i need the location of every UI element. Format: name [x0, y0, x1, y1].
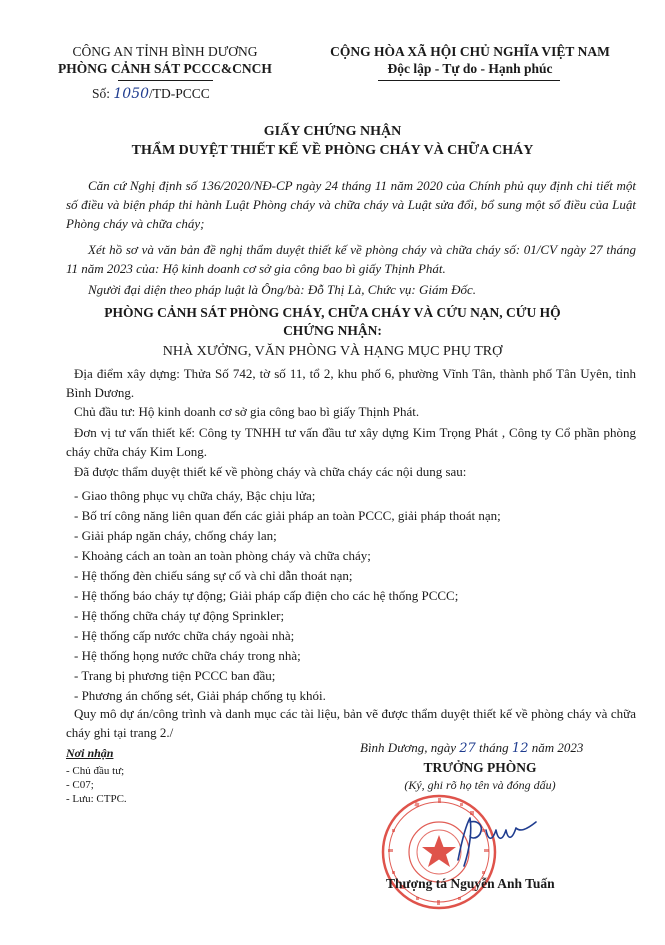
- month-handwritten: 12: [511, 741, 529, 756]
- list-item: - Khoảng cách an toàn an toàn phòng cháy và chữa cháy;: [74, 548, 371, 563]
- signature-note: (Ký, ghi rõ họ tên và đóng dấu): [404, 778, 556, 792]
- list-item: - Phương án chống sét, Giải pháp chống tụ khói.: [74, 688, 326, 703]
- authority-line2: CHỨNG NHẬN:: [283, 323, 382, 338]
- list-item: - Giải pháp ngăn cháy, chống cháy lan;: [74, 528, 277, 543]
- list-item: - Bố trí công năng liên quan đến các giải pháp an toàn PCCC, giải pháp thoát nạn;: [74, 508, 501, 523]
- title-line2: THẨM DUYỆT THIẾT KẾ VỀ PHÒNG CHÁY VÀ CHỮA CHÁY: [131, 143, 534, 158]
- number-label: Số:: [92, 86, 111, 101]
- design-consultant: Đơn vị tư vấn thiết kế: Công ty TNHH tư vấn đầu tư xây dựng Kim Trọng Phát , Công ty Cổ phần phòng cháy chữa cháy Kim Long.: [66, 425, 636, 459]
- agency-line1: CÔNG AN TỈNH BÌNH DƯƠNG: [72, 44, 258, 59]
- document-number: [92, 86, 210, 102]
- list-item: - Hệ thống đèn chiếu sáng sự cố và chỉ dẫn thoát nạn;: [74, 568, 353, 583]
- title-line1: GIẤY CHỨNG NHẬN: [263, 124, 402, 139]
- agency-underline: [118, 80, 213, 81]
- recipient-item: - Chủ đầu tư;: [66, 765, 125, 777]
- year-label: năm 2023: [531, 740, 584, 755]
- approved-intro: Đã được thẩm duyệt thiết kế về phòng cháy và chữa cháy các nội dung sau:: [74, 464, 467, 479]
- place-date-prefix: Bình Dương, ngày: [360, 740, 456, 755]
- recipient-item: - Lưu: CTPC.: [66, 793, 127, 805]
- day-handwritten: 27: [459, 741, 476, 756]
- investor: Chủ đầu tư: Hộ kinh doanh cơ sở gia công bao bì giấy Thịnh Phát.: [74, 404, 420, 419]
- motto-underline: [378, 80, 560, 81]
- dossier-review: Xét hồ sơ và văn bản đề nghị thẩm duyệt thiết kế về phòng cháy và chữa cháy số: 01/CV ngày 27 tháng 11 năm 2023 của: Hộ kinh doanh cơ sở gia công bao bì giấy Thịnh Phát.: [66, 242, 636, 276]
- number-handwritten: 1050: [113, 86, 150, 102]
- closing-note: Quy mô dự án/công trình và danh mục các tài liệu, bản vẽ được thẩm duyệt thiết kế về phòng cháy và chữa cháy ghi tại trang 2./: [66, 706, 636, 740]
- construction-location: Địa điểm xây dựng: Thửa Số 742, tờ số 11, tổ 2, khu phố 6, phường Vĩnh Tân, thành phố Tân Uyên, tỉnh Bình Dương.: [66, 366, 636, 400]
- list-item: - Hệ thống chữa cháy tự động Sprinkler;: [74, 608, 285, 623]
- nation-name: CỘNG HÒA XÃ HỘI CHỦ NGHĨA VIỆT NAM: [330, 44, 610, 59]
- national-motto: [300, 43, 640, 77]
- list-item: - Hệ thống báo cháy tự động; Giải pháp cấp điện cho các hệ thống PCCC;: [74, 588, 459, 603]
- legal-representative: Người đại diện theo pháp luật là Ông/bà: Đỗ Thị Là, Chức vụ: Giám Đốc.: [88, 282, 476, 297]
- number-suffix: /TD-PCCC: [149, 86, 210, 101]
- agency-name: [40, 43, 290, 77]
- signer-name: Thượng tá Nguyễn Anh Tuấn: [386, 876, 555, 891]
- month-label: tháng: [479, 740, 509, 755]
- legal-basis: Căn cứ Nghị định số 136/2020/NĐ-CP ngày 24 tháng 11 năm 2020 của Chính phủ quy định chi tiết một số điều và biện pháp thi hành Luật Phòng cháy và chữa cháy và Luật sửa đổi, bổ sung một số điều của Luật Phòng cháy và chữa cháy;: [66, 178, 636, 231]
- list-item: - Hệ thống cấp nước chữa cháy ngoài nhà;: [74, 628, 295, 643]
- handwritten-signature: [440, 800, 550, 875]
- project-name: NHÀ XƯỞNG, VĂN PHÒNG VÀ HẠNG MỤC PHỤ TRỢ: [162, 344, 503, 359]
- recipients-title: Nơi nhận: [66, 746, 114, 760]
- document-title: [0, 122, 665, 160]
- signer-position: TRƯỞNG PHÒNG: [423, 760, 537, 775]
- list-item: - Giao thông phục vụ chữa cháy, Bậc chịu lửa;: [74, 488, 316, 503]
- place-date: [360, 740, 583, 756]
- certifying-authority: [0, 304, 665, 340]
- list-item: - Hệ thống họng nước chữa cháy trong nhà;: [74, 648, 301, 663]
- authority-line1: PHÒNG CẢNH SÁT PHÒNG CHÁY, CHỮA CHÁY VÀ CỨU NẠN, CỨU HỘ: [104, 305, 561, 320]
- agency-line2: PHÒNG CẢNH SÁT PCCC&CNCH: [58, 61, 272, 76]
- recipient-item: - C07;: [66, 779, 94, 791]
- list-item: - Trang bị phương tiện PCCC ban đầu;: [74, 668, 276, 683]
- motto: Độc lập - Tự do - Hạnh phúc: [387, 61, 553, 76]
